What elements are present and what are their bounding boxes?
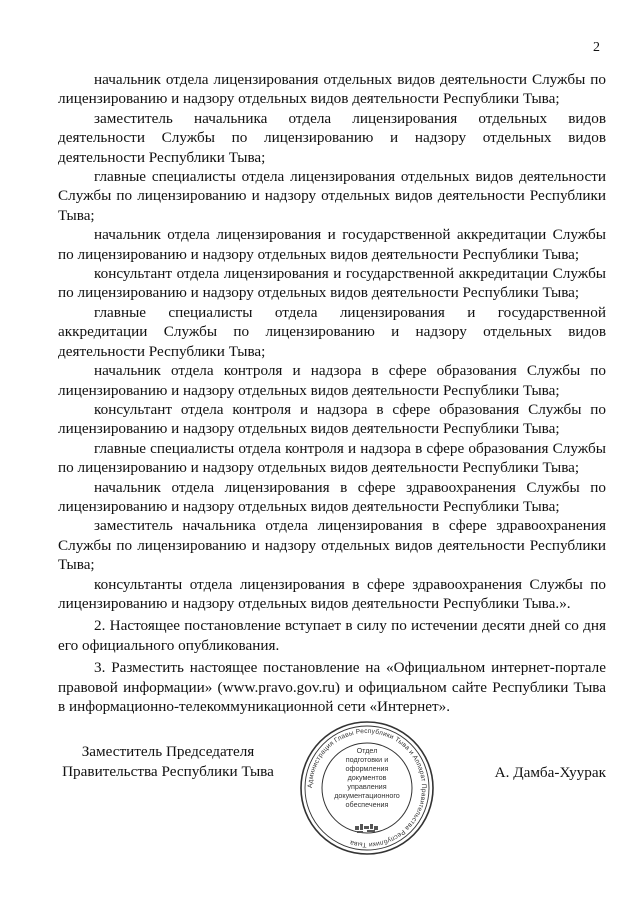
official-stamp (297, 718, 437, 858)
stamp-inner-text (331, 746, 403, 809)
paragraph: начальник отдела лицензирования в сфере здравоохранения Службы по лицензированию и надзору отдельных видов деятельности Республики Тыва; (58, 478, 606, 515)
paragraph: главные специалисты отдела контроля и надзора в сфере образования Службы по лицензированию и надзору отдельных видов деятельности Республики Тыва; (58, 439, 606, 477)
signer-title-line-1: Заместитель Председателя (81, 743, 255, 760)
paragraph: заместитель начальника отдела лицензирования в сфере здравоохранения Службы по лицензированию и надзору отдельных видов деятельности Республики Тыва; (58, 517, 606, 574)
stamp-line: управления (347, 782, 387, 791)
page-number: 2 (593, 40, 600, 55)
paragraph-item-2: 2. Настоящее постановление вступает в силу по истечении десяти дней со дня его официального опубликования. (58, 617, 606, 654)
paragraph: консультант отдела контроля и надзора в сфере образования Службы по лицензированию и надзору отдельных видов деятельности Республики Тыва; (58, 400, 606, 438)
paragraph: начальник отдела контроля и надзора в сфере образования Службы по лицензированию и надзору отдельных видов деятельности Республики Тыва; (58, 362, 606, 399)
stamp-ring-text: Администрация Главы Республики Тыва и Аппарат Правительства Республики Тыва (306, 727, 428, 849)
document-body (58, 70, 606, 716)
paragraph-item-3: 3. Разместить настоящее постановление на «Официальном интернет-портале правовой информации» (www.pravo.gov.ru) и официальном сайте Республики Тыва в информационно-телекоммуникационной сети «Интернет». (58, 659, 606, 715)
paragraph: консультант отдела лицензирования и государственной аккредитации Службы по лицензированию и надзору отдельных видов деятельности Республики Тыва; (58, 265, 606, 302)
paragraph: начальник отдела лицензирования и государственной аккредитации Службы по лицензированию и надзору отдельных видов деятельности Республики Тыва; (58, 226, 606, 263)
stamp-line: обеспечения (345, 800, 389, 809)
paragraph: консультанты отдела лицензирования в сфере здравоохранения Службы по лицензированию и надзору отдельных видов деятельности Республики Тыва.». (58, 575, 606, 612)
stamp-line: Отдел (356, 746, 378, 755)
stamp-line: оформления документов (345, 764, 389, 782)
paragraph: начальник отдела лицензирования отдельных видов деятельности Службы по лицензированию и надзору отдельных видов деятельности Республики Тыва; (58, 71, 606, 108)
stamp-line: подготовки и (345, 755, 389, 764)
signer-name: А. Дамба-Хуурак (494, 764, 606, 781)
paragraph: заместитель начальника отдела лицензирования отдельных видов деятельности Службы по лицензированию и надзору отдельных видов деятельности Республики Тыва; (58, 109, 606, 166)
signer-title-line-2: Правительства Республики Тыва (62, 763, 274, 780)
paragraph: главные специалисты отдела лицензирования отдельных видов деятельности Службы по лицензированию и надзору отдельных видов деятельности Республики Тыва; (58, 168, 606, 224)
signer-title (58, 742, 278, 782)
paragraph: главные специалисты отдела лицензирования и государственной аккредитации Службы по лицензированию и надзору отдельных видов деятельности Республики Тыва; (58, 303, 606, 360)
stamp-line: документационного (334, 791, 400, 800)
